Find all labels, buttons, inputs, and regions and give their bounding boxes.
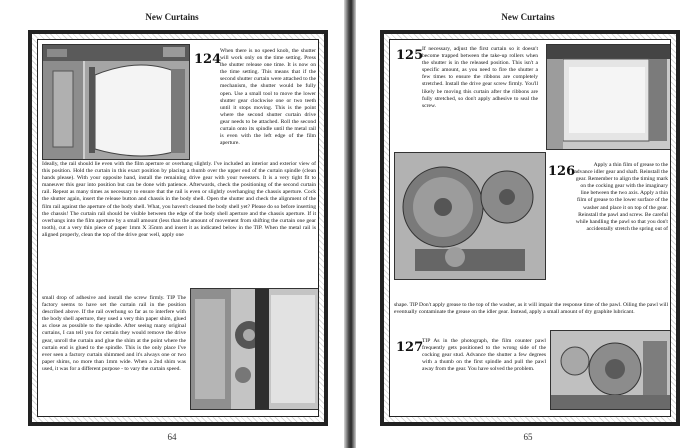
decorative-border [380, 30, 680, 426]
shutter-chassis-photo [42, 44, 190, 160]
step-124-intro: When there is no speed knob, the shutter will work only on the time setting. Press the shutter release one time. It is now on the time setting. This means that if the second shutter curtain were attached to the mechanism, the shutter would be fully open. Use a small tool to move the lower shutter gear clockwise one or two teeth until it stops moving. This is the point where the second shutter curtain drive gear needs to be attached. Roll the second curtain onto its spindle until the metal rail is even with the left edge of the film aperture. [220, 48, 316, 147]
decorative-border [28, 30, 328, 426]
page-number: 64 [167, 432, 177, 442]
step-124-number: 124 [194, 52, 222, 67]
take-up-rollers-photo [546, 44, 671, 150]
drive-gear-photo [190, 288, 319, 410]
step-127-text: TIP As in the photograph, the film counter pawl frequently gets positioned to the wrong side of the cocking gear stud. Advance the shutter a few degrees with a thumb on the first spindle and pull the pawl away from the gear. You have solved the problem. [422, 338, 546, 373]
counter-pawl-photo [550, 330, 671, 410]
page-header: New Curtains [145, 12, 199, 22]
step-125-number: 125 [396, 48, 424, 63]
step-124-body: Ideally, the rail should lie even with the film aperture or overhang slightly. I've included an interior and exterior view of this position. Hold the curtain in this exact position by placing a thumb over the upper end of the curtain spindle (clean hands please). With your opposite hand, install the remaining drive gear with your tweezers. It is a very tight fit to maneuver this gear into position but can be done with patience. Afterwards, check the positioning of the second curtain rail. Repeat as many times as necessary to ensure that the rail is even or slightly overhanging the chassis aperture. Cock the shutter again, insert the release button and chassis in the body shell. Open the shutter and check the alignment of the film rail against the aperture of the body shell. What, you haven't cleaned the body shell yet? Please do so before inserting the chassis! The curtain rail should be visible between the edge of the body shell aperture and the chassis aperture. If it overhangs into the film aperture by a small amount (less than the amount of movement from shifting the curtain one gear tooth), cut a very thin piece of paper 1mm X 35mm and insert it as indicated below in the TIP. When the metal rail is aligned properly, clean the top of the drive gear well, apply one [42, 161, 316, 238]
left-page [0, 0, 344, 448]
right-page [356, 0, 700, 448]
step-125-text: If necessary, adjust the first curtain so it doesn't become trapped between the take-up rollers when the shutter is in the released position. This isn't a specific amount, as you need to fire the shutter a few times to ensure the ribbons are completely stretched. Install the drive gear screw firmly. You'll likely be moving this curtain after the ribbons are fully stretched, so don't apply adhesive to seal the screw. [422, 46, 538, 109]
step-126-text: Apply a thin film of grease to the advance idler gear and shaft. Reinstall the gear. Remember to align the timing mark on the cocking gear with the imaginary line between the two axis. Apply a thin film of grease to the lower surface of the washer and place it on top of the gear. Reinstall the pawl and screw. Be careful while handling the pawl so that you don't accidentally stretch the spring out of [574, 162, 668, 232]
advance-gear-photo [394, 152, 546, 280]
page-number: 65 [523, 432, 533, 442]
step-126-tail: shape. TIP Don't apply grease to the top of the washer, as it will impair the response time of the pawl. Oiling the pawl will eventually contaminate the grease on the idler gear. Instead, apply a small amount of dry graphite lubricant. [394, 302, 668, 316]
step-127-number: 127 [396, 340, 424, 355]
page-content [37, 39, 319, 417]
book-gutter [344, 0, 356, 448]
step-126-number: 126 [548, 164, 576, 179]
page-content [389, 39, 671, 417]
page-header: New Curtains [501, 12, 555, 22]
step-124-tail: small drop of adhesive and install the screw firmly. TIP The factory seems to have set the curtain rail in the position described above. If the rail overhung so far as to interfere with the body shell aperture, they used a very thin paper shim, glued as close as possible to the spindle. After seeing many original curtains, I can tell you for certain they would remove the drive gear, unroll the curtain and glue the shim at the point where the curtain end is glued to the spindle. This is the only place I've ever seen a factory curtain shimmed and it's always one or two paper shims, no more than 1mm wide. When a 2nd shim was used, it was for a different purpose - to vary the curtain speed. [42, 295, 186, 372]
